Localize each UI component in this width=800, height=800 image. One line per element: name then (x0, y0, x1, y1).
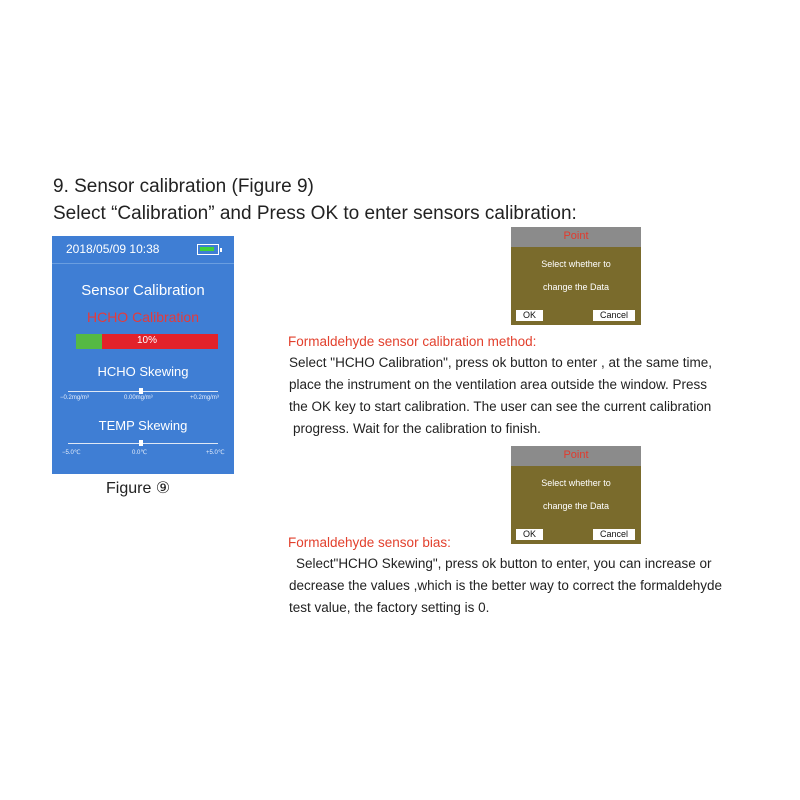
progress-label: 10% (136, 335, 157, 346)
dialog-message-line1: Select whether to (541, 478, 611, 488)
ok-button[interactable]: OK (516, 529, 543, 540)
dialog-message-line2: change the Data (542, 282, 610, 292)
figure-caption: Figure ⑨ (106, 480, 171, 497)
calibration-method-title: Formaldehyde sensor calibration method: (288, 334, 537, 349)
device-status-bar (52, 236, 234, 264)
temp-scale-min: −5.0℃ (62, 450, 81, 456)
hcho-scale-min: −0.2mg/m³ (60, 395, 89, 401)
hcho-calibration-item: HCHO Calibration (86, 309, 200, 325)
point-dialog-1 (511, 227, 641, 325)
hcho-skewing-slider (68, 391, 218, 392)
calibration-method-line: place the instrument on the ventilation area outside the window. Press (289, 377, 707, 392)
calibration-method-line: progress. Wait for the calibration to finish. (293, 421, 541, 436)
device-screen (52, 236, 234, 474)
temp-scale-max: +5.0℃ (206, 450, 225, 456)
cancel-button[interactable]: Cancel (593, 529, 635, 540)
ok-button[interactable]: OK (516, 310, 543, 321)
dialog-message-line1: Select whether to (541, 259, 611, 269)
temp-skewing-slider (68, 443, 218, 444)
hcho-scale-max: +0.2mg/m³ (190, 395, 219, 401)
dialog-message-line2: change the Data (542, 501, 610, 511)
device-title: Sensor Calibration (81, 282, 205, 299)
temp-scale-mid: 0.0℃ (132, 450, 148, 456)
calibration-progress-bar (76, 334, 218, 349)
point-dialog-2 (511, 446, 641, 544)
sensor-bias-line: Select"HCHO Skewing", press ok button to enter, you can increase or (296, 556, 712, 571)
device-datetime: 2018/05/09 10:38 (66, 242, 160, 256)
section-heading: 9. Sensor calibration (Figure 9) (53, 176, 314, 197)
sensor-bias-line: test value, the factory setting is 0. (289, 600, 490, 615)
sensor-bias-line: decrease the values ,which is the better way to correct the formaldehyde (289, 578, 722, 593)
sensor-bias-title: Formaldehyde sensor bias: (288, 535, 451, 550)
dialog-title: Point (563, 449, 589, 461)
hcho-skewing-label: HCHO Skewing (97, 364, 189, 379)
calibration-method-line: the OK key to start calibration. The user can see the current calibration (289, 399, 712, 414)
dialog-title: Point (563, 230, 589, 242)
section-instruction: Select “Calibration” and Press OK to enter sensors calibration: (53, 203, 577, 224)
battery-icon (197, 244, 219, 255)
calibration-method-line: Select "HCHO Calibration", press ok button to enter , at the same time, (289, 355, 713, 370)
hcho-scale-mid: 0.00mg/m³ (124, 395, 153, 401)
temp-skewing-label: TEMP Skewing (98, 418, 188, 433)
cancel-button[interactable]: Cancel (593, 310, 635, 321)
